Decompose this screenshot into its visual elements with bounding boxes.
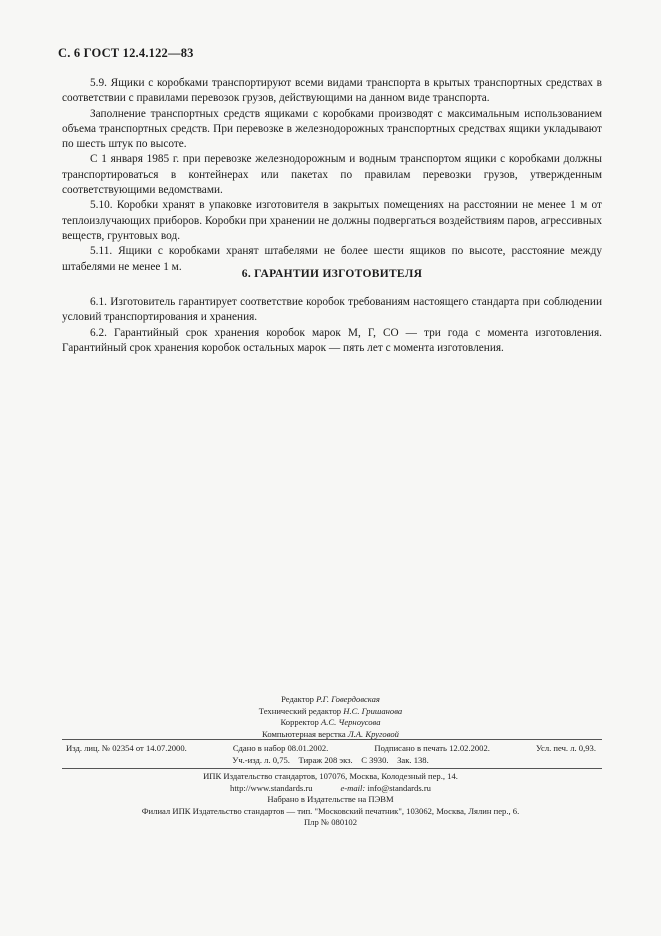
divider-top: [62, 739, 602, 740]
imprint-row-1: [66, 743, 596, 755]
print-sheets: Усл. печ. л. 0,93.: [535, 743, 596, 753]
credit-layout: Компьютерная верстка Л.А. Круговой: [262, 728, 399, 739]
paragraph-5-9-containers: С 1 января 1985 г. при перевозке железнодорожным и водным транспортом ящики с коробками должны транспортироваться в контейнерах или пакетах по правилам перевозки грузов, утвержденным соответствующими ведомствами.: [62, 153, 602, 197]
publisher-block: [0, 771, 661, 829]
page-header: С. 6 ГОСТ 12.4.122—83: [58, 46, 194, 60]
paragraph-5-9-fill: Заполнение транспортных средств ящиками с коробками производят с максимальным использованием объема транспортных средств. При перевозке в железнодорожных транспортных средствах ящики укладывают по шесть штук по высоте.: [62, 107, 602, 151]
paragraph-5-11: 5.11. Ящики с коробками хранят штабелями не более шести ящиков по высоте, расстояние между штабелями не менее 1 м.: [62, 245, 602, 273]
publisher-address: ИПК Издательство стандартов, 107076, Москва, Колодезный пер., 14.: [203, 771, 458, 781]
website-link[interactable]: http://www.standards.ru: [230, 782, 313, 793]
typeset-date: Сдано в набор 08.01.2002.: [232, 743, 329, 753]
section-5-text: [62, 76, 602, 275]
divider-bottom: [62, 768, 602, 769]
paragraph-5-9: 5.9. Ящики с коробками транспортируют всеми видами транспорта в крытых транспортных средствах в соответствии с правилами перевозок грузов, действующими на данном виде транспорта.: [62, 77, 602, 105]
license-number: Плр № 080102: [303, 817, 358, 827]
imprint-row-2: [0, 755, 661, 767]
credit-editor: Редактор Р.Г. Говердовская: [281, 694, 380, 704]
license: Изд. лиц. № 02354 от 14.07.2000.: [66, 743, 187, 753]
email-label: e-mail:: [340, 782, 366, 793]
circulation: Тираж 208 экз.: [298, 755, 353, 765]
section-6-title: 6. ГАРАНТИИ ИЗГОТОВИТЕЛЯ: [241, 268, 423, 280]
print-date: Подписано в печать 12.02.2002.: [374, 743, 490, 753]
paragraph-6-2: 6.2. Гарантийный срок хранения коробок марок М, Г, СО — три года с момента изготовления. Гарантийный срок хранения коробок остальных марок — пять лет с момента изготовления.: [62, 326, 602, 354]
pub-sheets: Уч.-изд. л. 0,75.: [232, 755, 290, 765]
typeset-note: Набрано в Издательстве на ПЭВМ: [267, 794, 394, 804]
branch-address: Филиал ИПК Издательство стандартов — тип. "Московский печатник", 103062, Москва, Лялин пер., 6.: [141, 805, 520, 816]
email-link[interactable]: info@standards.ru: [367, 782, 431, 793]
credit-tech-editor: Технический редактор Н.С. Гришанова: [258, 705, 403, 716]
credits-block: [0, 694, 661, 740]
paragraph-6-1: 6.1. Изготовитель гарантирует соответствие коробок требованиям настоящего стандарта при соблюдении условий транспортирования и хранения.: [62, 296, 602, 324]
code: С 3930.: [361, 755, 389, 765]
order-no: Зак. 138.: [397, 755, 429, 765]
credit-corrector: Корректор А.С. Черноусова: [280, 717, 381, 727]
paragraph-5-10: 5.10. Коробки хранят в упаковке изготовителя в закрытых помещениях на расстоянии не менее 1 м от теплоизлучающих приборов. Коробки при хранении не должны подвергаться воздействиям паров, агрессивных веществ, грунтовых вод.: [62, 199, 602, 242]
publisher-contacts: [0, 783, 661, 795]
section-6-text: [62, 295, 602, 356]
